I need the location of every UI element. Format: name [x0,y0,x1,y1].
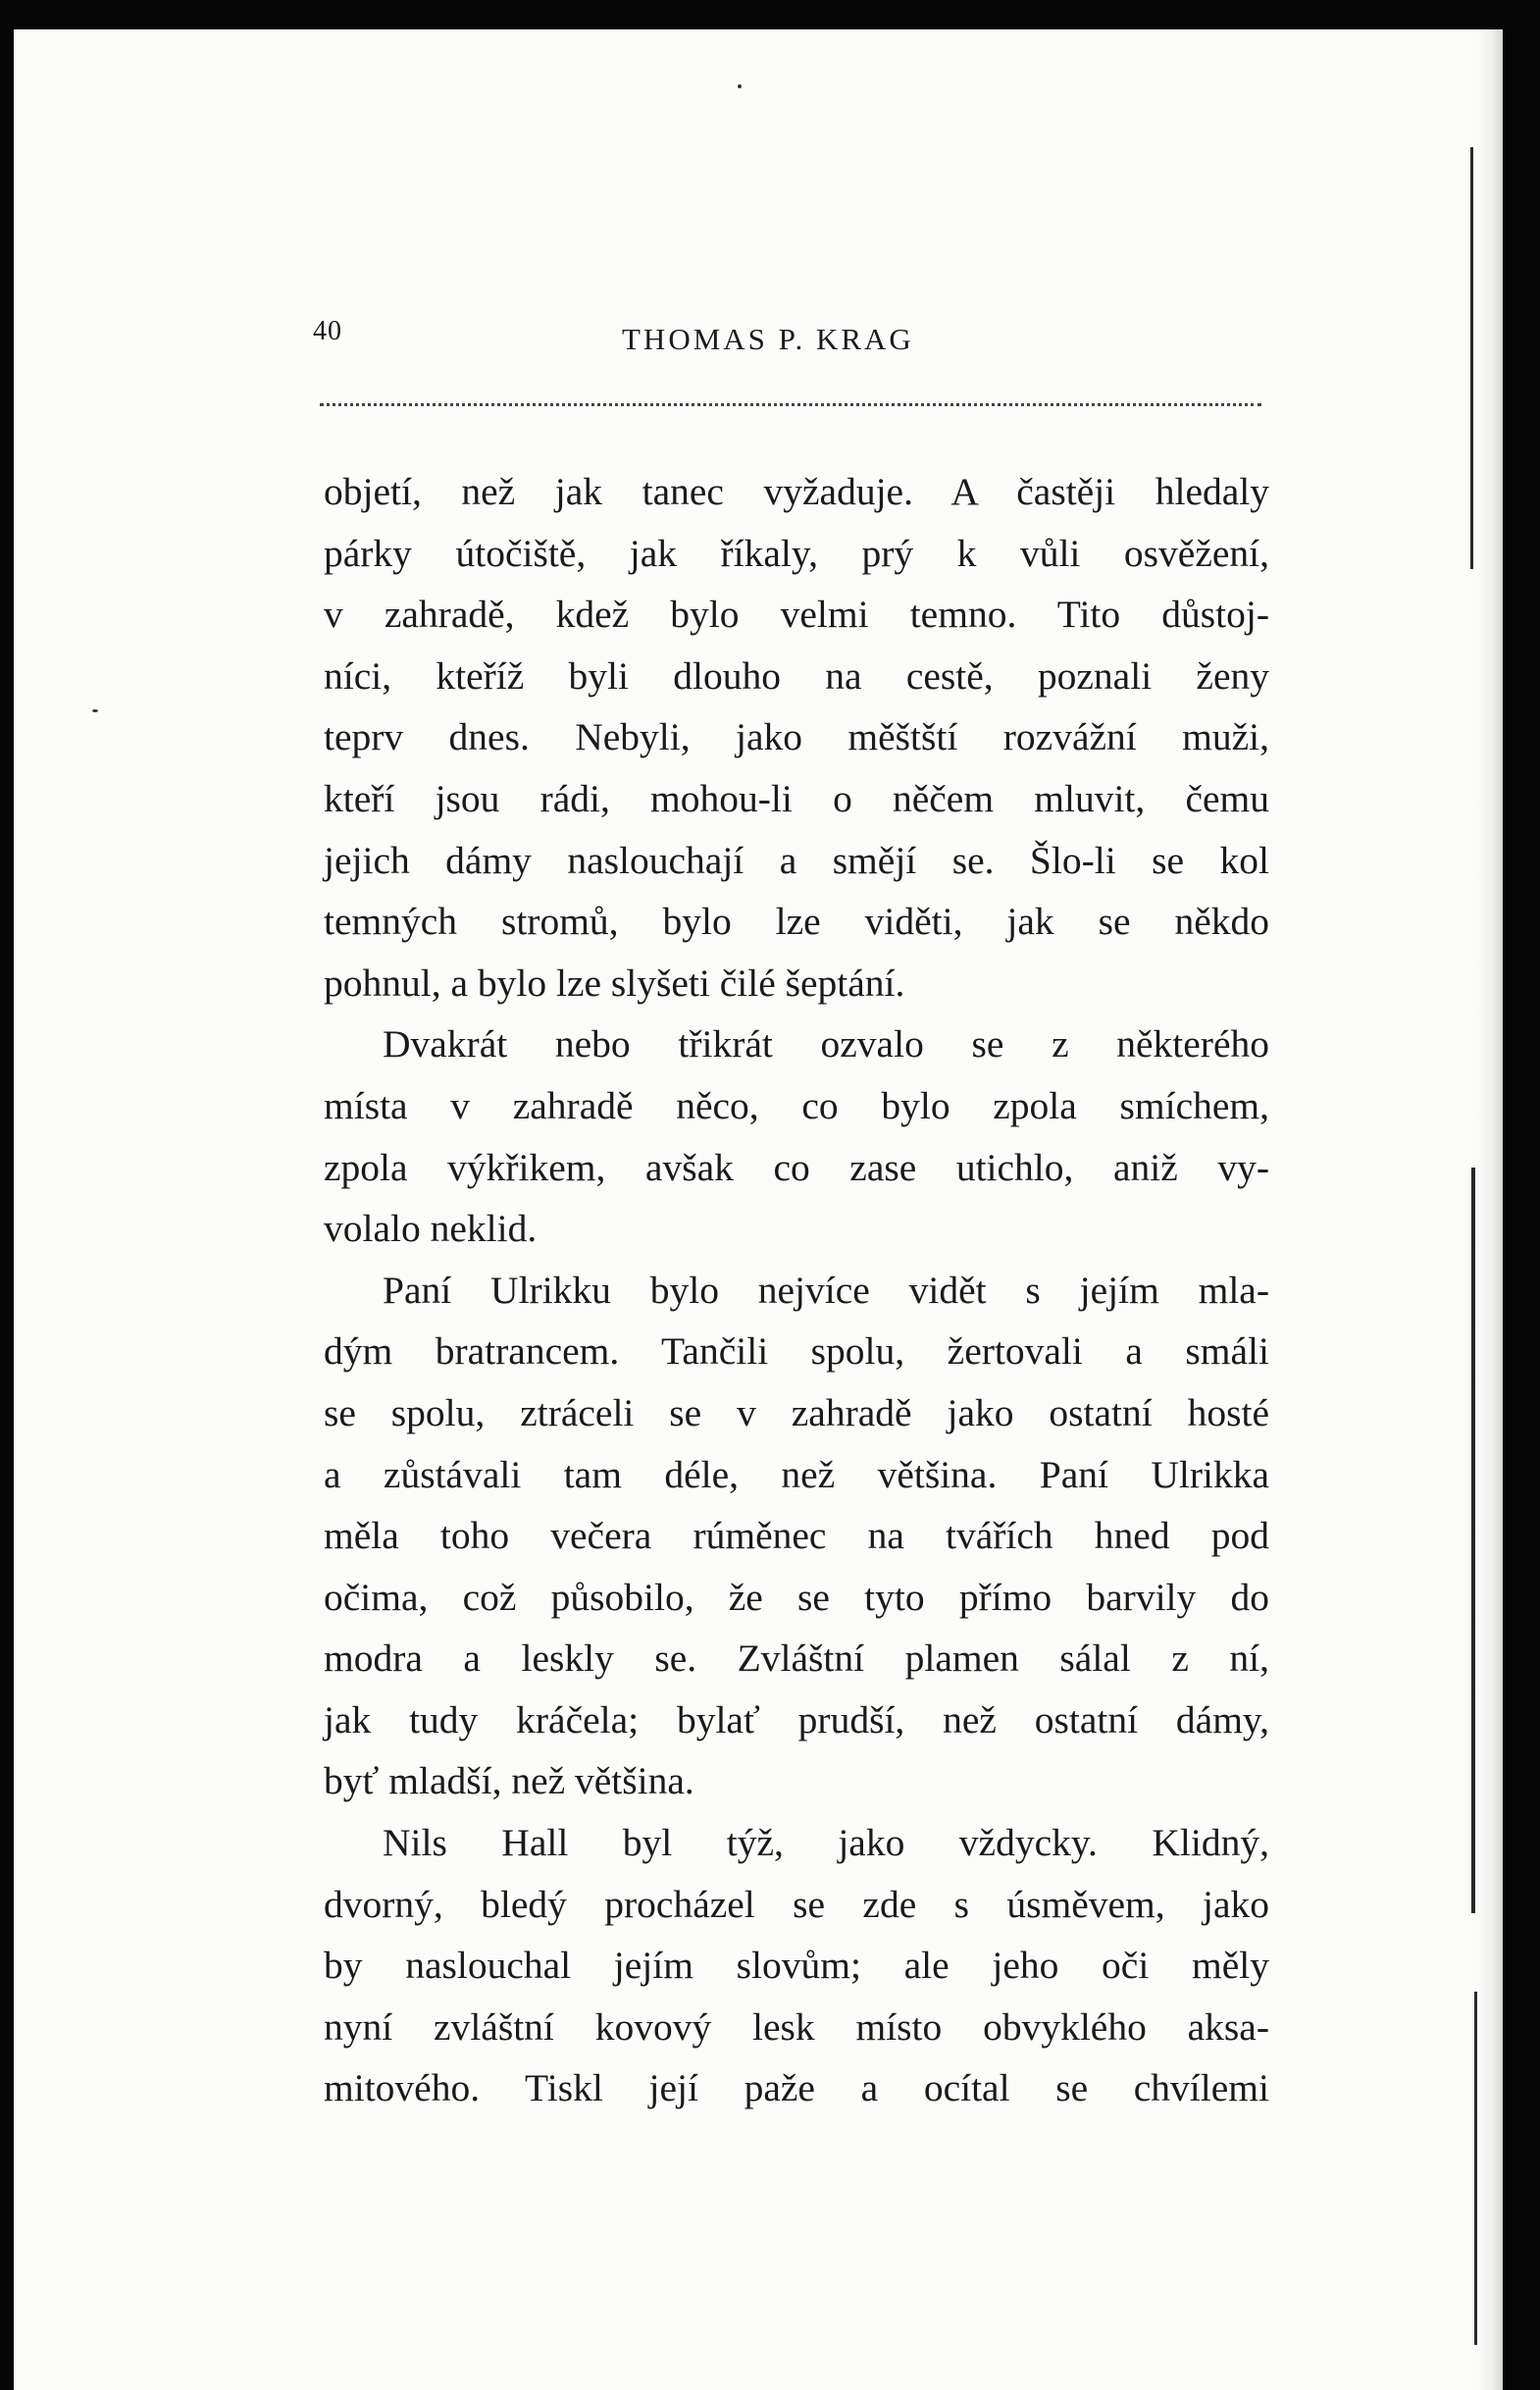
text-line: mitového. Tiskl její paže a ocítal se chvílemi [324,2066,1269,2110]
paragraph [324,1013,1269,1259]
text-line: objetí, než jak tanec vyžaduje. A častěji hledaly [324,470,1269,513]
body-text [324,461,1269,2119]
text-line: modra a leskly se. Zvláštní plamen sálal z ní, [324,1637,1269,1681]
text-line: místa v zahradě něco, co bylo zpola smíchem, [324,1083,1269,1127]
text-line: teprv dnes. Nebyli, jako měštští rozvážní muži, [324,715,1269,759]
text-line: a zůstávali tam déle, než většina. Paní Ulrikka [324,1452,1269,1496]
text-line: Nils Hall byl týž, jako vždycky. Klidný, [383,1821,1269,1865]
text-line: dým bratrancem. Tančili spolu, žertovali a smáli [324,1329,1269,1374]
paragraph [324,1260,1269,1812]
edge-mark [1474,1992,1477,2345]
text-line: očima, což působilo, že se tyto přímo barvily do [324,1575,1269,1619]
text-line: byť mladší, než většina. [324,1759,694,1803]
text-line: volalo neklid. [324,1207,538,1251]
text-line: měla toho večera rúměnec na tvářích hned pod [324,1514,1269,1558]
page-edge-shadow [1477,29,1503,2390]
book-page [14,29,1503,2390]
text-line: by naslouchal jejím slovům; ale jeho oči měly [324,1944,1269,1988]
paragraph [324,1812,1269,2119]
paragraph [324,461,1269,1013]
text-line: jak tudy kráčela; bylať prudší, než ostatní dámy, [324,1697,1269,1741]
text-line: Dvakrát nebo třikrát ozvalo se z některého [383,1022,1269,1066]
text-line: v zahradě, kdež bylo velmi temno. Tito důstoj- [324,593,1269,637]
text-line: dvorný, bledý procházel se zde s úsměvem, jako [324,1882,1269,1926]
text-line: Paní Ulrikku bylo nejvíce vidět s jejím mla- [383,1268,1269,1312]
text-line: zpola výkřikem, avšak co zase utichlo, aniž vy- [324,1145,1269,1189]
header-divider [320,403,1261,406]
edge-mark [1471,1168,1475,1913]
page-number: 40 [313,316,342,346]
text-line: se spolu, ztráceli se v zahradě jako ostatní hosté [324,1390,1269,1434]
text-line: pohnul, a bylo lze slyšeti čilé šeptání. [324,961,905,1005]
running-head [14,310,1289,369]
text-line: temných stromů, bylo lze viděti, jak se někdo [324,900,1269,944]
text-line: párky útočiště, jak říkaly, prý k vůli osvěžení, [324,531,1269,575]
text-line: jejich dámy naslouchají a smějí se. Šlo-li se kol [324,838,1269,882]
page-speck [92,709,98,712]
text-line: níci, kteříž byli dlouho na cestě, poznali ženy [324,653,1269,698]
edge-mark [1470,147,1473,569]
page-speck [738,84,742,88]
text-line: kteří jsou rádi, mohou-li o něčem mluvit, čemu [324,776,1269,820]
text-line: nyní zvláštní kovový lesk místo obvyklého aksa- [324,2004,1269,2049]
running-title: THOMAS P. KRAG [622,322,914,356]
